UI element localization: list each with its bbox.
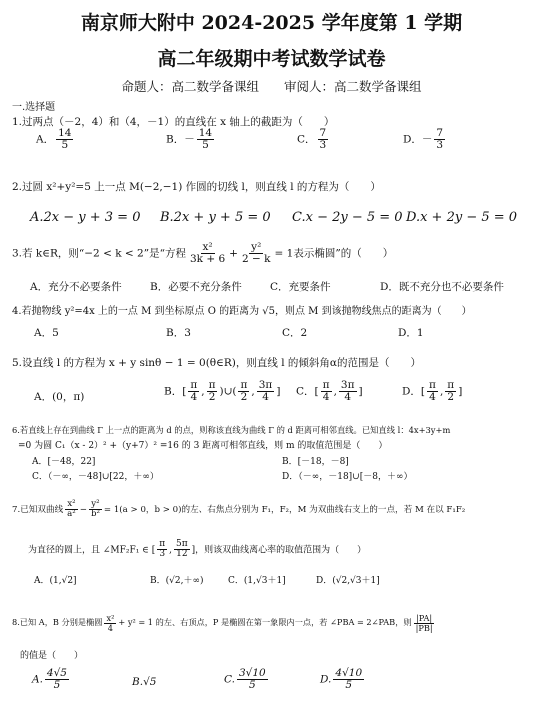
question-2-option-c: C.x − 2y − 5 = 0 <box>292 210 403 225</box>
question-4-option-c: C．2 <box>282 327 308 339</box>
question-8-option-d: D. $\frac{4√10}{5}$ <box>320 667 363 692</box>
question-2-option-b: B.2x + y + 5 = 0 <box>160 210 271 225</box>
question-1-option-c: C． $\frac{7}{3}$ <box>297 127 327 152</box>
question-8-stem: 8.已知 A，B 分别是椭圆 $\frac{\text{x²}}{4}$ + y² = 1 的左、右顶点，P 是椭圆在第一象限内一点，若 ∠PBA = 2∠PAB，则 $\frac{|PA|}{|PB|}$ <box>12 613 433 633</box>
question-5-option-c: C．[ $\frac{\pi}{4}$ , $\frac{3\pi}{4}$ ] <box>296 379 363 404</box>
question-7-option-a: A．(1,√2] <box>34 576 77 586</box>
question-6-option-c: C．（－∞，－48]∪[22，＋∞） <box>32 472 159 482</box>
question-5-option-d: D．[ $\frac{\pi}{4}$ , $\frac{\pi}{2}$ ] <box>402 379 463 404</box>
question-1-option-d: D．－ $\frac{7}{3}$ <box>403 127 444 152</box>
question-3-option-a: A．充分不必要条件 <box>30 281 122 293</box>
question-6-stem-line-2: =0 为圆 C₁（x - 2）² +（y+7）² =16 的 3 距离可相邻直线，则 m 的取值范围是（ ） <box>18 441 388 451</box>
question-6-option-a: A．[－48，22] <box>32 457 96 467</box>
question-5-stem: 5.设直线 l 的方程为 x + y sinθ − 1 = 0(θ∈R)，则直线 l 的倾斜角α的范围是（ ） <box>12 357 422 369</box>
question-6-option-b: B．[－18，－8] <box>282 457 349 467</box>
question-3-option-c: C．充要条件 <box>270 281 331 293</box>
question-2-option-a: A.2x − y + 3 = 0 <box>30 210 141 225</box>
question-6-option-d: D．（－∞，－18]∪[－8，＋∞） <box>282 472 413 482</box>
question-7-option-d: D．(√2,√3＋1] <box>316 576 380 586</box>
question-8-option-b: B.√5 <box>132 676 157 688</box>
question-5-option-b: B．[ $\frac{\pi}{4}$ , $\frac{\pi}{2}$ )∪( $\frac{\pi}{2}$ , $\frac{3\pi}{4}$ ] <box>164 379 281 404</box>
question-1-option-b: B．－ $\frac{14}{5}$ <box>166 127 213 152</box>
question-4-stem: 4.若抛物线 y²=4x 上的一点 M 到坐标原点 O 的距离为 √5，则点 M 到该抛物线焦点的距离为（ ） <box>12 306 472 317</box>
question-8-stem-tail: 的值是（ ） <box>20 651 84 661</box>
question-7-option-b: B．(√2,＋∞) <box>150 576 204 586</box>
question-7-option-c: C．(1,√3＋1] <box>228 576 286 586</box>
question-4-option-b: B．3 <box>166 327 191 339</box>
question-2-stem: 2.过圆 x²+y²=5 上一点 M(−2,−1) 作圆的切线 l，则直线 l 的方程为（ ） <box>12 181 381 193</box>
question-1-option-a: A． $\frac{14}{5}$ <box>36 127 72 152</box>
question-7-stem-line-1: 7.已知双曲线 $\frac{\text{x²}}{\text{a²}}$ − $\frac{\text{y²}}{\text{b²}}$ = 1(a > 0，b > 0)的左、右焦点分别为 F₁，F₂，M 为双曲线右支上的一点，若 M 在以 F₁F₂ <box>12 499 466 520</box>
question-4-option-a: A．5 <box>34 327 59 339</box>
authors-line: 命题人：高二数学备课组 审阅人：高二数学备课组 <box>121 79 422 94</box>
section-heading: 一.选择题 <box>12 102 56 113</box>
question-4-option-d: D．1 <box>398 327 424 339</box>
question-3-stem: 3.若 k∈R，则“−2 < k < 2”是“方程 $\frac{\text{x²}}{3k + 6}$ + $\frac{\text{y²}}{2 - k}$ = 1表示椭圆”的（ ） <box>12 241 394 266</box>
question-8-option-a: A. $\frac{4√5}{5}$ <box>32 667 67 692</box>
exam-title: 南京师大附中 2024-2025 学年度第 1 学期 <box>80 12 463 34</box>
exam-subtitle: 高二年级期中考试数学试卷 <box>157 48 386 70</box>
question-1-stem: 1.过两点（－2，4）和（4，－1）的直线在 x 轴上的截距为（ ） <box>12 116 335 128</box>
question-7-stem-line-2: 为直径的圆上，且 ∠MF₂F₁ ∈ [ $\frac{\pi}{3}$ , $\frac{5\pi}{12}$ ]，则该双曲线离心率的取值范围为（ ） <box>28 539 367 560</box>
question-3-option-d: D．既不充分也不必要条件 <box>380 281 504 293</box>
question-5-option-a: A．(0，π) <box>34 391 85 403</box>
question-2-option-d: D.x + 2y − 5 = 0 <box>406 210 518 225</box>
question-3-option-b: B．必要不充分条件 <box>150 281 242 293</box>
question-6-stem-line-1: 6.若直线上存在到曲线 Γ 上一点的距离为 d 的点，则称该直线为曲线 Γ 的 d 距离可相邻直线。已知直线 l：4x+3y+m <box>12 425 451 435</box>
question-8-option-c: C. $\frac{3√10}{5}$ <box>224 667 266 692</box>
